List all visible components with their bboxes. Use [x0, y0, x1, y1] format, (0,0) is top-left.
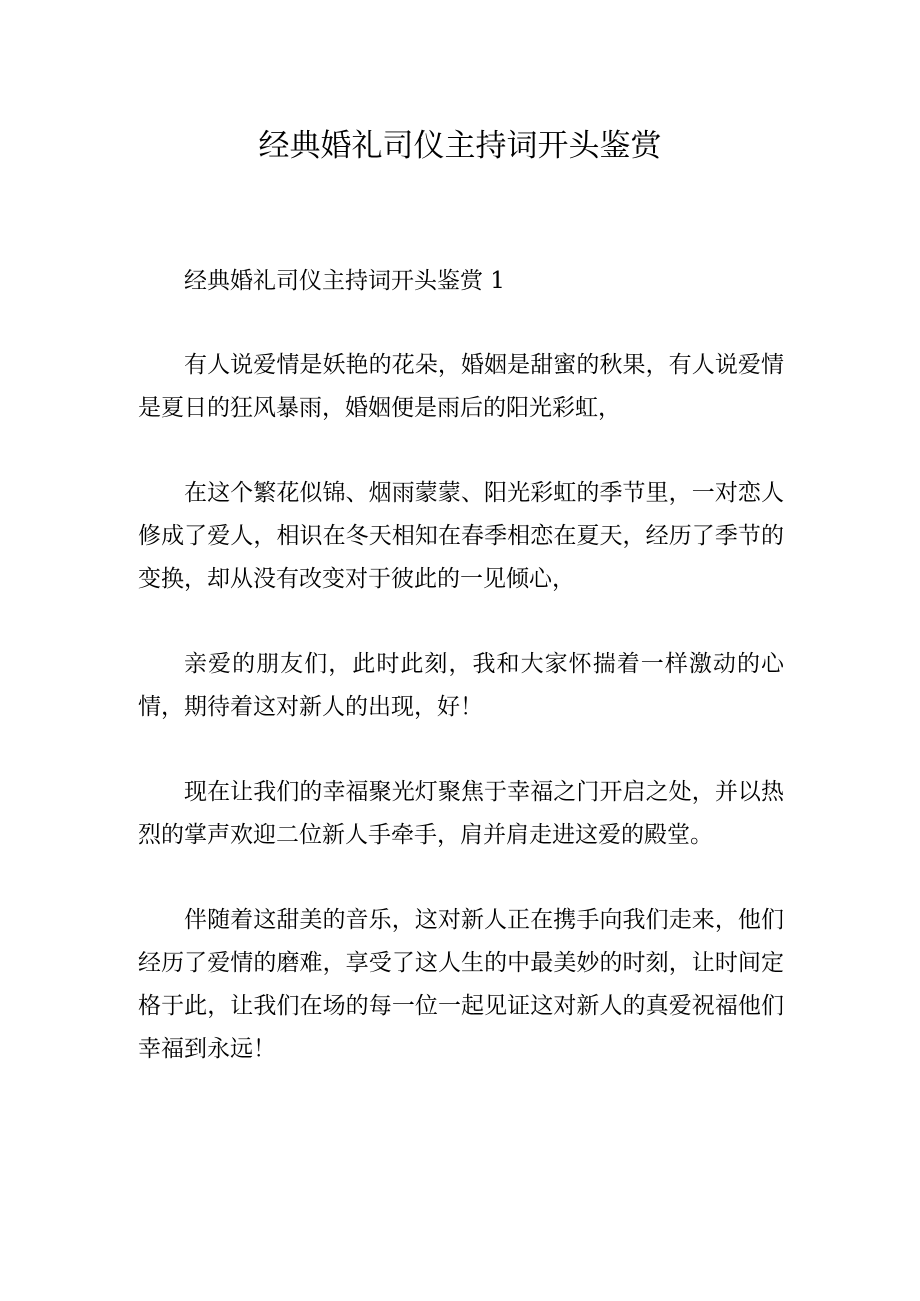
document-title: 经典婚礼司仪主持词开头鉴赏 [258, 128, 662, 164]
document-body [138, 260, 784, 1113]
paragraph: 在这个繁花似锦、烟雨蒙蒙、阳光彩虹的季节里，一对恋人修成了爱人，相识在冬天相知在春季相恋在夏天，经历了季节的变换，却从没有改变对于彼此的一见倾心， [138, 480, 784, 592]
section-heading: 经典婚礼司仪主持词开头鉴赏 1 [184, 268, 505, 294]
paragraph: 有人说爱情是妖艳的花朵，婚姻是甜蜜的秋果，有人说爱情是夏日的狂风暴雨，婚姻便是雨后的阳光彩虹， [138, 352, 784, 421]
paragraph: 亲爱的朋友们，此时此刻，我和大家怀揣着一样激动的心情，期待着这对新人的出现，好！ [138, 651, 784, 720]
paragraph: 伴随着这甜美的音乐，这对新人正在携手向我们走来，他们经历了爱情的磨难，享受了这人生的中最美妙的时刻，让时间定格于此，让我们在场的每一位一起见证这对新人的真爱祝福他们幸福到永远！ [138, 907, 784, 1062]
paragraph: 现在让我们的幸福聚光灯聚焦于幸福之门开启之处，并以热烈的掌声欢迎二位新人手牵手，肩并肩走进这爱的殿堂。 [138, 779, 784, 848]
